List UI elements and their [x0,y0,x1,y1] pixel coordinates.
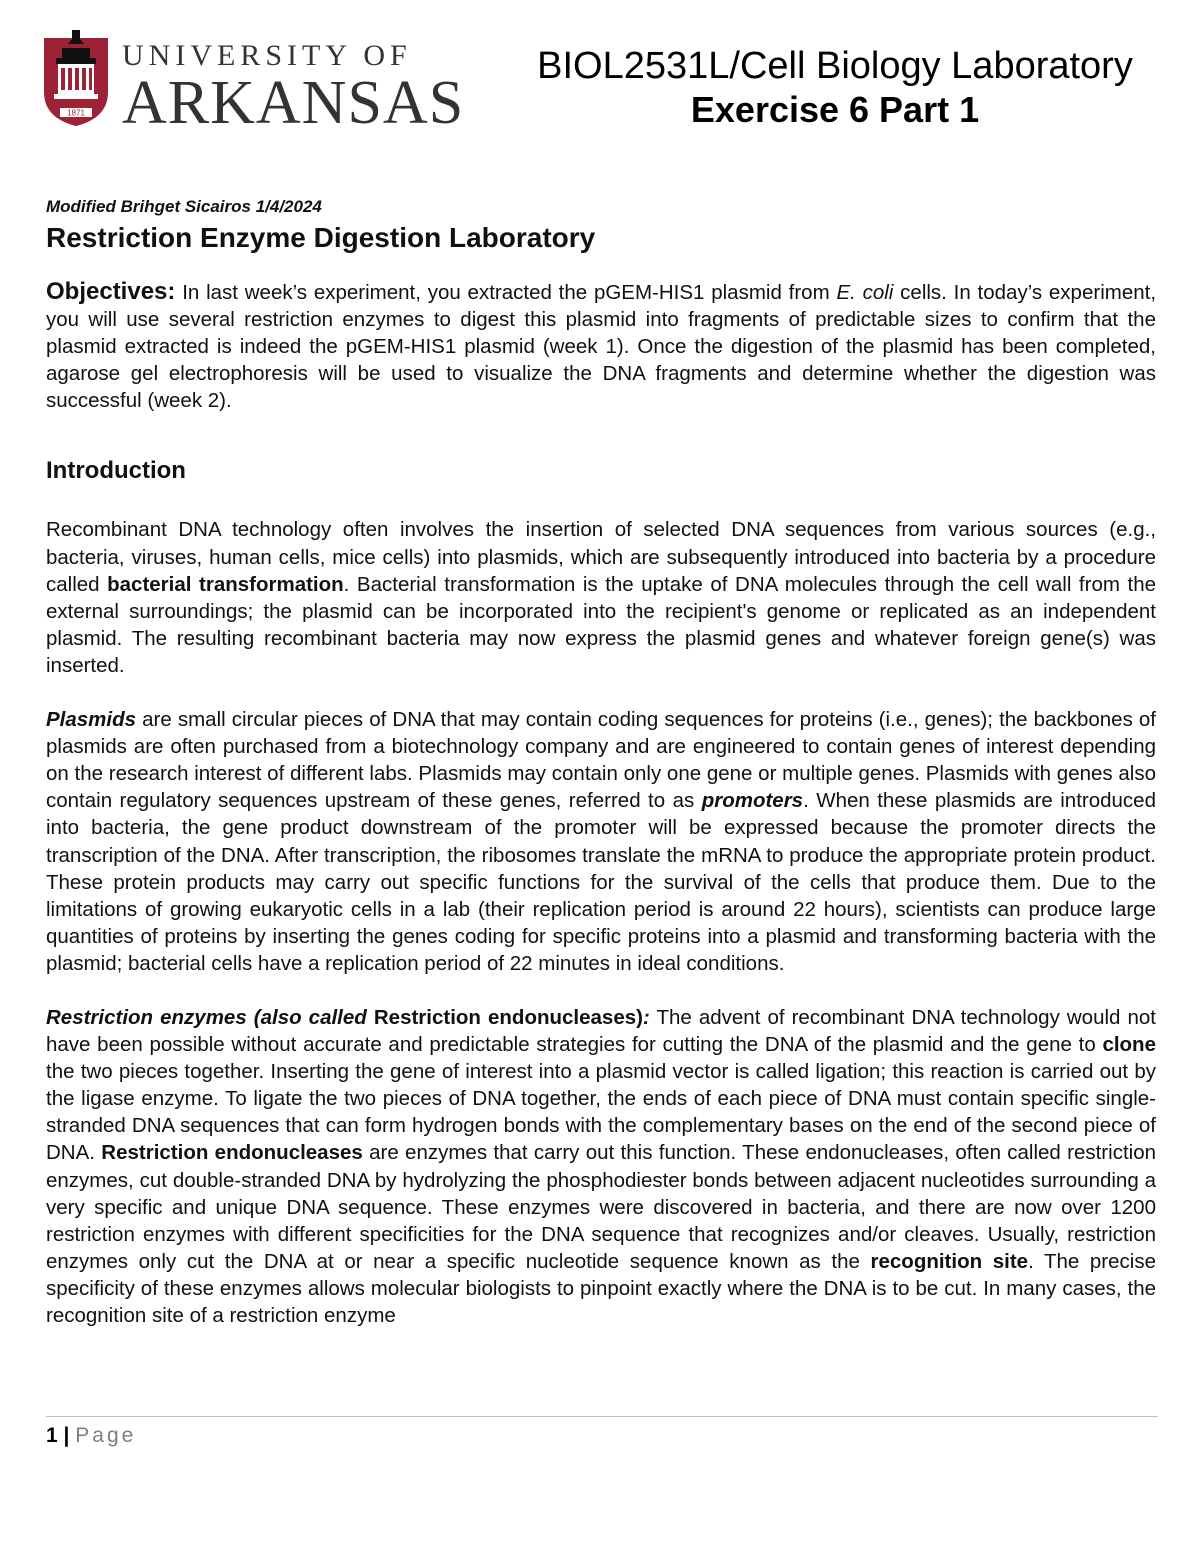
restriction-endonucleases-term: Restriction endonucleases) [373,1005,643,1029]
p2-text-b: . When these plasmids are introduced into bacteria, the gene product downstream of the promoter will be expressed because the promoter directs the transcription of the DNA. After transcription, the ribosomes translate the mRNA to produce the appropriate protein product. These protein products may carry out specific functions for the survival of the cells that produce them. Due to the limitations of growing eukaryotic cells in a lab (their replication period is around 22 hours), scientists can produce large quantities of proteins by inserting the genes coding for specific proteins into a plasmid and transforming bacteria with the plasmid; bacterial cells have a replication period of 22 minutes in ideal conditions. [46,789,1156,975]
plasmids-term: Plasmids [46,708,137,732]
ecoli-term: E. coli [836,281,894,304]
term-colon: : [642,1005,650,1029]
bacterial-transformation-term: bacterial transformation [107,572,344,596]
page-label: Page [75,1424,137,1447]
intro-paragraph-3 [46,1004,1156,1329]
p3-text-d: . The precise specificity of these enzymes allows molecular biologists to pinpoint exactly where the DNA is to be cut. In many cases, the recognition site of a restriction enzyme [46,1249,1156,1327]
p2-text-a: are small circular pieces of DNA that may contain coding sequences for proteins (i.e., genes); the backbones of plasmids are often purchased from a biotechnology company and are engineered to contain genes of interest depending on the research interest of different labs. Plasmids may contain only one gene or multiple genes. Plasmids with genes also contain regulatory sequences upstream of these genes, referred to as [46,708,1156,813]
footer-separator: | [63,1424,70,1447]
old-main-shield-icon [42,30,110,128]
logo-year: 1871 [67,108,85,118]
p1-text-a: Recombinant DNA technology often involves the insertion of selected DNA sequences from various sources (e.g., bacteria, viruses, human cells, mice cells) into plasmids, which are subsequently introduced into bacteria by a procedure called [46,518,1156,596]
logo-line-arkansas: ARKANSAS [122,69,465,137]
course-header [510,44,1160,132]
recognition-site-term: recognition site [870,1249,1029,1273]
footer-divider [46,1416,1158,1417]
document-body [46,196,1156,1329]
modified-note: Modified Brihget Sicairos 1/4/2024 [46,197,322,216]
exercise-title: Exercise 6 Part 1 [690,89,980,130]
p3-text-a: The advent of recombinant DNA technology would not have been possible without accurate and predictable strategies for cutting the DNA of the plasmid and the gene to [46,1005,1156,1057]
objectives-paragraph [46,278,1156,414]
p1-text-b: . Bacterial transformation is the uptake of DNA molecules through the cell wall from the external surroundings; the plasmid can be incorporated into the recipient's genome or replicated as an independent plasmid. The resulting recombinant bacteria may now express the plasmid genes and whatever foreign gene(s) was inserted. [46,572,1156,677]
page-footer [46,1423,136,1449]
restriction-enzymes-term: Restriction enzymes (also called [46,1005,367,1029]
document-title: Restriction Enzyme Digestion Laboratory [46,222,596,253]
objectives-text-b: cells. In today’s experiment, you will use several restriction enzymes to digest this plasmid into fragments of predictable sizes to confirm that the plasmid extracted is indeed the pGEM-HIS1 plasmid (week 1). Once the digestion of the plasmid has been completed, agarose gel electrophoresis will be used to visualize the DNA fragments and determine whether the digestion was successful (week 2). [46,281,1157,413]
promoters-term: promoters [701,789,804,813]
university-logo [42,30,465,137]
p3-text-b: the two pieces together. Inserting the gene of interest into a plasmid vector is called ligation; this reaction is carried out by the ligase enzyme. To ligate the two pieces of DNA together, the ends of each piece of DNA must contain specific single-stranded DNA sequences that can form hydrogen bonds with the complementary bases on the end of the second piece of DNA. [46,1060,1156,1165]
page-number: 1 [46,1424,58,1447]
logo-line-university: UNIVERSITY OF [122,39,412,72]
logo-wordmark [122,39,465,137]
objectives-label: Objectives: [46,278,176,305]
course-title: BIOL2531L/Cell Biology Laboratory [537,45,1133,87]
intro-paragraph-2 [46,706,1156,977]
introduction-heading: Introduction [46,457,186,485]
clone-term: clone [1102,1033,1156,1057]
intro-paragraph-1 [46,516,1156,679]
p3-text-c: are enzymes that carry out this function. These endonucleases, often called restriction enzymes, cut double-stranded DNA by hydrolyzing the phosphodiester bonds between adjacent nucleotides surrounding a very specific and unique DNA sequence. These enzymes were discovered in bacteria, and there are now over 1200 restriction enzymes with different specificities for the DNA sequence that recognizes and/or cleaves. Usually, restriction enzymes only cut the DNA at or near a specific nucleotide sequence known as the [46,1141,1156,1273]
objectives-text-a: In last week’s experiment, you extracted the pGEM-HIS1 plasmid from [182,281,830,304]
restriction-endonucleases-bold: Restriction endonucleases [101,1141,363,1165]
